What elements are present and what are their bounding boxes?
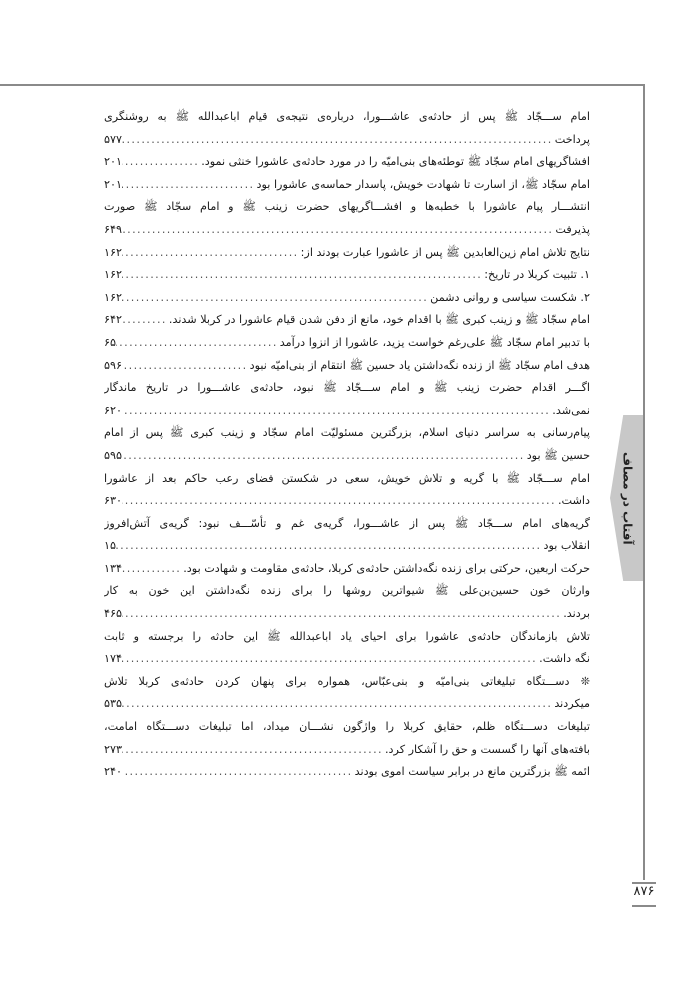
dot-leader [116, 332, 280, 355]
dot-leader [122, 287, 430, 310]
entry-line [104, 626, 590, 649]
entry-last-line [104, 242, 590, 265]
entry-page-number: ۶۵ [104, 335, 117, 349]
index-entry [104, 422, 590, 467]
entry-last-line [104, 129, 590, 152]
entry-last-line [104, 693, 590, 716]
entry-last-line [104, 287, 590, 310]
top-rule [0, 84, 645, 86]
entry-last-line [104, 309, 590, 332]
entry-page-number: ۵۳۵ [104, 697, 123, 711]
entry-page-number: ۲۴۰ [104, 765, 123, 779]
entry-page-number: ۱۳۴ [104, 561, 123, 575]
entry-page-number: ۲۷۳ [104, 742, 123, 756]
dot-leader [122, 445, 527, 468]
entry-last-line [104, 355, 590, 378]
index-entry [104, 287, 590, 310]
dot-leader [122, 648, 539, 671]
entry-text: حسین ﷺ بود [526, 448, 590, 462]
entry-last-line [104, 490, 590, 513]
entry-text: نتایج تلاش امام زین‌العابدین ﷺ پس از عاشورا عبارت بودند از: [300, 245, 590, 259]
entry-page-number: ۵۷۷ [104, 132, 123, 146]
index-entry [104, 106, 590, 151]
dot-leader [122, 761, 355, 784]
entry-text: ۱. تثبیت کربلا در تاریخ: [484, 268, 590, 282]
book-title: آفتاب در مصاف [620, 451, 635, 545]
entry-text: میکردند [554, 697, 590, 711]
index-entry [104, 355, 590, 378]
index-entry [104, 468, 590, 513]
entry-text: امام سجّاد ﷺ، از اسارت تا شهادت خویش، پاسدار حماسه‌ی عاشورا بود [256, 177, 590, 191]
entry-page-number: ۱۶۲ [104, 290, 123, 304]
entry-text: داشت. [557, 494, 590, 508]
entry-page-number: ۵۹۶ [104, 358, 123, 372]
entry-text: هدف امام سجّاد ﷺ از زنده نگه‌داشتن یاد حسین ﷺ انتقام از بنی‌امیّه نبود [249, 358, 590, 372]
dot-leader [122, 219, 555, 242]
entry-page-number: ۶۴۲ [104, 313, 123, 327]
entry-text: وارثان خون حسین‌بن‌علی ﷺ شیواترین روشها را برای زنده نگه‌داشتن این خون به کار [104, 584, 590, 598]
entry-last-line [104, 332, 590, 355]
entry-last-line [104, 219, 590, 242]
entry-page-number: ۱۵ [104, 539, 117, 553]
index-entry [104, 513, 590, 558]
entry-text: انقلاب بود [543, 539, 590, 553]
entry-page-number: ۶۴۹ [104, 222, 123, 236]
entry-text: ❊ دســـتگاه تبلیغاتی بنی‌امیّه و بنی‌عبّاس، همواره برای پنهان کردن حادثه‌ی کربلا تلاش [104, 674, 590, 688]
entry-line [104, 422, 590, 445]
entry-line [104, 196, 590, 219]
index-entry [104, 716, 590, 761]
entry-text: با تدبیر امام سجّاد ﷺ علی‌رغم خواست یزید، عاشورا از انزوا درآمد [279, 335, 590, 349]
dot-leader [122, 603, 563, 626]
entry-line [104, 513, 590, 536]
entry-page-number: ۱۶۲ [104, 245, 123, 259]
dot-leader [122, 355, 250, 378]
index-entry [104, 580, 590, 625]
entry-text: حرکت اربعین، حرکتی برای زنده نگه‌داشتن حادثه‌ی کربلا، حادثه‌ی مقاومت و شهادت بود. [183, 561, 590, 575]
entry-last-line [104, 558, 590, 581]
index-entry [104, 264, 590, 287]
entry-text: امام ســـجّاد ﷺ با گریه و تلاش خویش، سعی در شکستن فضای رعب حاکم بعد از عاشورا [104, 471, 590, 485]
dot-leader [122, 400, 552, 423]
entry-text: اگـــر اقدام حضرت زینب ﷺ و امام ســـجّاد ﷺ نبود، حادثه‌ی عاشـــورا در تاریخ ماندگار [104, 381, 590, 395]
entry-text: پذیرفت [555, 222, 590, 236]
entry-last-line [104, 264, 590, 287]
dot-leader [122, 693, 554, 716]
index-entry [104, 671, 590, 716]
dot-leader [122, 558, 183, 581]
dot-leader [122, 242, 301, 265]
index-entry [104, 377, 590, 422]
entry-text: افشاگریهای امام سجّاد ﷺ توطئه‌های بنی‌امیّه را در مورد حادثه‌ی عاشورا خنثی نمود. [201, 155, 590, 169]
index-entry [104, 242, 590, 265]
entry-text: تلاش بازماندگان حادثه‌ی عاشورا برای احیای یاد اباعبدالله ﷺ این حادثه را برجسته و ثابت [104, 629, 590, 643]
entry-page-number: ۶۲۰ [104, 403, 123, 417]
entry-text: ائمه ﷺ بزرگترین مانع در برابر سیاست اموی بودند [354, 765, 590, 779]
index-entry [104, 151, 590, 174]
index-entry [104, 309, 590, 332]
entry-page-number: ۶۳۰ [104, 494, 123, 508]
entry-line [104, 580, 590, 603]
entry-line [104, 671, 590, 694]
entry-text: انتشـــار پیام عاشورا با خطبه‌ها و افشـــاگریهای حضرت زینب ﷺ و امام سجّاد ﷺ صورت [104, 200, 590, 214]
entry-page-number: ۲۰۱ [104, 155, 123, 169]
entry-line [104, 716, 590, 739]
entry-last-line [104, 648, 590, 671]
index-list [104, 106, 590, 784]
entry-text: نمی‌شد. [552, 403, 590, 417]
entry-page-number: ۲۰۱ [104, 177, 123, 191]
entry-text: گریه‌های امام ســـجّاد ﷺ پس از عاشـــورا، گریه‌ی غم و تأسّـــف نبود: گریه‌ی آتش‌افروز [104, 516, 590, 530]
entry-last-line [104, 761, 590, 784]
entry-last-line [104, 739, 590, 762]
entry-text: بافته‌های آنها را گسست و حق را آشکار کرد. [385, 742, 590, 756]
entry-text: نگه داشت. [539, 652, 590, 666]
page-number: ۸۷۶ [633, 884, 655, 899]
entry-last-line [104, 535, 590, 558]
entry-last-line [104, 603, 590, 626]
entry-text: امام ســـجّاد ﷺ پس از حادثه‌ی عاشـــورا، درباره‌ی نتیجه‌ی قیام اباعبدالله ﷺ به روشنگری [104, 110, 590, 123]
entry-page-number: ۱۶۲ [104, 268, 123, 282]
index-entry [104, 558, 590, 581]
side-tab-label [612, 415, 643, 581]
entry-last-line [104, 151, 590, 174]
entry-line [104, 468, 590, 491]
dot-leader [122, 264, 484, 287]
index-entry [104, 174, 590, 197]
page-number-rule-bottom [632, 905, 656, 907]
entry-text: پیام‌رسانی به سراسر دنیای اسلام، بزرگترین مسئولیّت امام سجّاد و زینب کبری ﷺ پس از امام [104, 426, 590, 440]
dot-leader [122, 151, 201, 174]
entry-page-number: ۵۹۵ [104, 448, 123, 462]
index-entry [104, 196, 590, 241]
dot-leader [122, 309, 169, 332]
dot-leader [116, 535, 543, 558]
entry-last-line [104, 174, 590, 197]
entry-last-line [104, 445, 590, 468]
entry-text: تبلیغات دســـتگاه ظلم، حقایق کربلا را واژگون نشـــان میداد، اما تبلیغات دســـتگاه امامت، [104, 720, 590, 734]
entry-last-line [104, 400, 590, 423]
entry-text: بردند. [563, 607, 590, 621]
side-rule [643, 84, 645, 880]
index-entry [104, 761, 590, 784]
entry-line [104, 377, 590, 400]
entry-text: ۲. شکست سیاسی و روانی دشمن [430, 290, 590, 304]
entry-line [104, 106, 590, 129]
dot-leader [122, 739, 385, 762]
dot-leader [122, 490, 558, 513]
entry-page-number: ۴۶۵ [104, 607, 123, 621]
dot-leader [122, 174, 256, 197]
entry-page-number: ۱۷۴ [104, 652, 123, 666]
index-entry [104, 626, 590, 671]
entry-text: پرداخت [554, 132, 590, 146]
entry-text: امام سجّاد ﷺ و زینب کبری ﷺ با اقدام خود، مانع از دفن شدن قیام عاشورا در کربلا شدند. [168, 313, 590, 327]
dot-leader [122, 129, 555, 152]
index-entry [104, 332, 590, 355]
